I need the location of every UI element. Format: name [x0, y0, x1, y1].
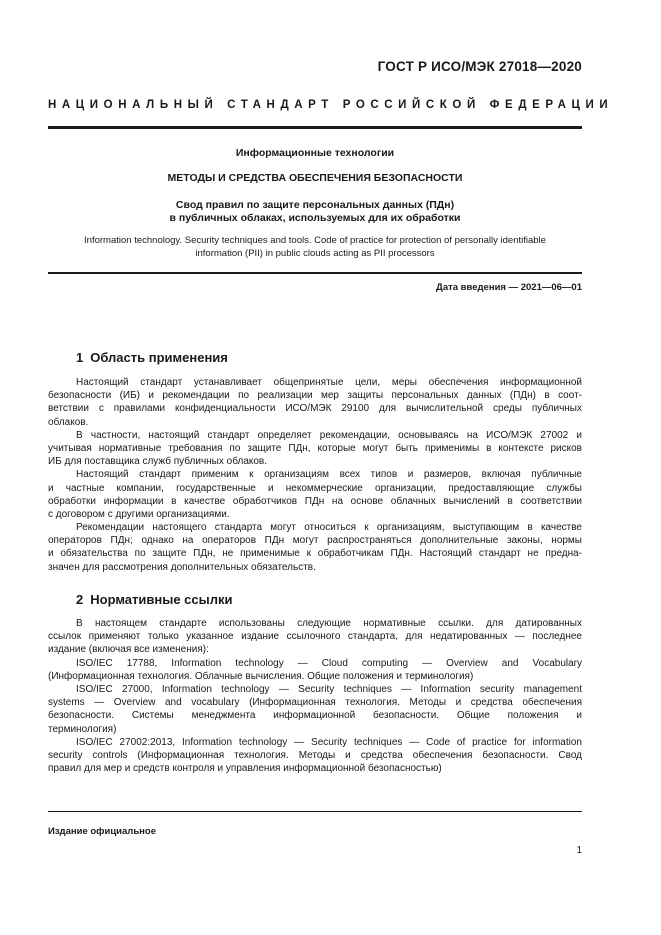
page-number: 1 — [576, 845, 582, 856]
text-line: ISO/IEC 17788, Information technology — Cloud computing — Overview and Vocabulary — [76, 657, 582, 669]
section-1-body — [48, 376, 582, 574]
text-line: обработки информации в качестве обработчиков ПДн на основе облачных вычислений в соответствии — [48, 495, 582, 507]
document-number: ГОСТ Р ИСО/МЭК 27018—2020 — [377, 59, 582, 74]
text-line: правил для мер и средств контроля и управления информационной безопасностью) — [48, 763, 442, 775]
section-2-title: Нормативные ссылки — [90, 592, 233, 607]
text-line: В настоящем стандарте использованы следующие нормативные ссылки. для датированных — [76, 618, 582, 629]
title-line-2: МЕТОДЫ И СРЕДСТВА ОБЕСПЕЧЕНИЯ БЕЗОПАСНОСТИ — [167, 172, 463, 184]
section-1-heading — [76, 350, 228, 365]
section1-paragraph — [48, 429, 582, 469]
header-rule — [48, 126, 582, 129]
section-2-heading — [76, 592, 232, 607]
section-2-body — [48, 617, 582, 775]
text-line: ссылок применяют только указанное издание ссылочного стандарта, для недатированных — последнее — [48, 631, 582, 643]
national-standard-title: НАЦИОНАЛЬНЫЙ СТАНДАРТ РОССИЙСКОЙ ФЕДЕРАЦИИ — [48, 99, 614, 111]
section1-paragraph — [48, 521, 582, 574]
section1-paragraph — [48, 468, 582, 521]
text-line: и обязательства по защите ПДн, не применимые к обработчикам ПДн. Настоящий стандарт не предна- — [48, 548, 582, 560]
section2-paragraph — [48, 657, 582, 683]
english-title-line-2: information (PII) in public clouds acting as PII processors — [195, 247, 435, 259]
text-line: значен для рассмотрения дополнительных обязательств. — [48, 561, 316, 573]
text-line: учитывая нормативные требования по защите ПДн, которые могут быть применимы в контексте рисков — [48, 442, 582, 454]
official-edition-label: Издание официальное — [48, 826, 156, 837]
text-line: ИБ для поставщика служб публичных облаков. — [48, 456, 268, 468]
english-title — [48, 235, 582, 260]
section2-paragraph — [48, 683, 582, 736]
section2-paragraph — [48, 617, 582, 657]
text-line: терминология) — [48, 723, 117, 735]
text-line: security controls (Информационная технология. Методы и средства обеспечения безопасности. Свод — [48, 749, 582, 761]
title-line-4: в публичных облаках, используемых для их обработки — [169, 212, 461, 224]
text-line: с договором с другими организациями. — [48, 508, 230, 520]
text-line: и частные компании, государственные и некоммерческие организации, предоставляющие службы — [48, 482, 582, 494]
text-line: ISO/IEC 27000, Information technology — Security techniques — Information security management — [76, 683, 582, 695]
text-line: безопасности (ИБ) и рекомендации по реализации мер защиты персональных данных (ПДн) в соот- — [48, 390, 582, 402]
text-line: Рекомендации настоящего стандарта могут относиться к организациям, выступающим в качестве — [76, 522, 582, 534]
section1-paragraph — [48, 376, 582, 429]
text-line: издание (включая все изменения): — [48, 644, 209, 656]
introduction-date: Дата введения — 2021—06—01 — [436, 282, 582, 293]
text-line: ISO/IEC 27002:2013, Information technology — Security techniques — Code of practice for information — [76, 736, 582, 748]
text-line: (Информационная технология. Облачные вычисления. Общие положения и терминология) — [48, 670, 474, 682]
text-line: Настоящий стандарт применим к организациям всех типов и размеров, включая публичные — [76, 469, 582, 481]
text-line: В частности, настоящий стандарт определяет рекомендации, основываясь на ИСО/МЭК 27002 и — [76, 429, 582, 441]
title-subtitle — [48, 199, 582, 225]
text-line: ветствии с правилами конфиденциальности ИСО/МЭК 29100 для вычислительной среды публичных — [48, 403, 582, 415]
section-1-number: 1 — [76, 350, 84, 365]
title-line-3: Свод правил по защите персональных данных (ПДн) — [175, 199, 455, 211]
title-rule — [48, 272, 582, 274]
section-2-number: 2 — [76, 592, 84, 607]
text-line: операторов ПДн; однако на операторов ПДн могут распространяться дополнительные законы, нормы — [48, 535, 582, 547]
text-line: безопасности. Системы менеджмента информационной безопасности. Общие положения и — [48, 710, 582, 722]
section2-paragraph — [48, 736, 582, 776]
footer-rule — [48, 811, 582, 812]
title-line-1: Информационные технологии — [235, 147, 395, 159]
english-title-line-1: Information technology. Security techniques and tools. Code of practice for protection of personally identifiable — [84, 235, 546, 246]
text-line: Настоящий стандарт устанавливает общепринятые цели, меры обеспечения информационной — [76, 377, 582, 388]
text-line: systems — Overview and vocabulary (Информационная технология. Методы и средства обеспечения — [48, 697, 582, 709]
text-line: облаков. — [48, 416, 89, 428]
section-1-title: Область применения — [90, 350, 228, 365]
